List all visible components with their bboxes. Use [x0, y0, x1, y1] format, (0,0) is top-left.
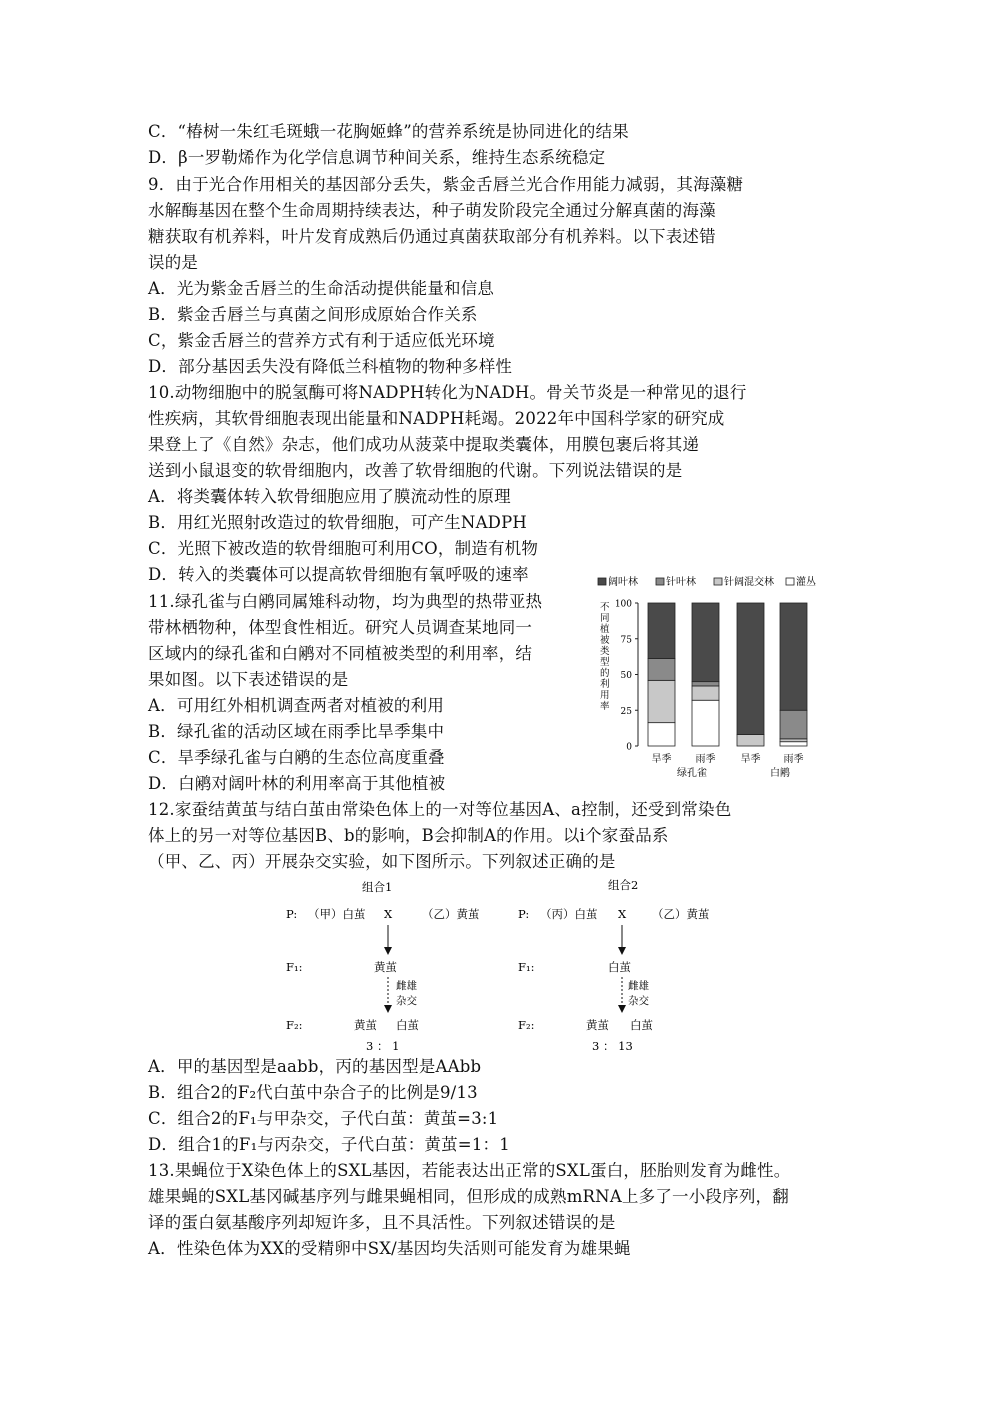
legend-label: 阔叶林 [608, 577, 638, 588]
bar-segment [692, 603, 719, 682]
bar-segment [780, 710, 807, 739]
question-9-stem: 糖获取有机养料，叶片发育成熟后仍通过真菌获取部分有机养料。以下表述错 [148, 227, 716, 246]
bar-segment [648, 603, 675, 658]
x-tick-label: 雨季 [695, 754, 716, 765]
option-b-q9: B．紫金舌唇兰与真菌之间形成原始合作关系 [148, 305, 478, 324]
group-label: 白鹇 [770, 768, 790, 779]
question-9-stem: 水解酶基因在整个生命周期持续表达，种子萌发阶段完全通过分解真菌的海藻 [148, 201, 716, 220]
chart-x-labels [652, 752, 804, 779]
question-10-stem: 性疾病，其软骨细胞表现出能量和NADPH耗竭。2022年中国科学家的研究成 [148, 409, 725, 428]
combo-2-cross-sign: X [618, 907, 627, 921]
x-tick-label: 旱季 [651, 754, 672, 765]
y-tick-label: 100 [614, 599, 632, 610]
bar-segment [737, 603, 764, 735]
bar-segment [737, 735, 764, 746]
question-9-stem: 9．由于光合作用相关的基因部分丢失，紫金舌唇兰光合作用能力减弱，其海藻糖 [148, 175, 744, 194]
combo-2-title: 组合2 [608, 878, 639, 892]
y-label-char: 用 [600, 690, 610, 701]
combo-2-parent-1: （丙）白茧 [540, 907, 598, 921]
combo-1-method-1: 雌雄 [396, 980, 417, 992]
option-d-q10: D．转入的类囊体可以提高软骨细胞有氧呼吸的速率 [148, 565, 529, 584]
combo-2-p-label: P: [518, 907, 530, 921]
option-a-q10: A．将类囊体转入软骨细胞应用了膜流动性的原理 [148, 487, 511, 506]
question-10-stem: 果登上了《自然》杂志，他们成功从菠菜中提取类囊体，用膜包裹后将其递 [148, 435, 700, 454]
question-9-stem: 误的是 [148, 253, 199, 272]
option-c-q10: C．光照下被改造的软骨细胞可利用CO，制造有机物 [148, 539, 539, 558]
combo-2 [518, 878, 710, 1053]
combo-1-f1-label: F₁: [286, 960, 303, 974]
bar-segment [780, 739, 807, 742]
option-d-q12: D．组合1的F₁与丙杂交，子代白茧：黄茧=1：1 [148, 1135, 510, 1154]
option-d-q11: D．白鹇对阔叶林的利用率高于其他植被 [148, 774, 446, 793]
combo-1-cross-sign: X [384, 907, 393, 921]
cross-diagram-svg [280, 875, 730, 1055]
option-c-q8: C．“椿树一朱红毛斑蛾一花胸姬蜂”的营养系统是协同进化的结果 [148, 122, 629, 141]
legend-label: 灌丛 [796, 577, 816, 588]
y-tick-label: 25 [620, 706, 632, 717]
question-11-stem: 果如图。以下表述错误的是 [148, 670, 349, 689]
legend-swatch [714, 578, 722, 585]
cross-diagram [280, 875, 730, 1055]
combo-2-method-2: 杂交 [628, 995, 649, 1007]
question-10-stem: 10.动物细胞中的脱氢酶可将NADPH转化为NADH。骨关节炎是一种常见的退行 [148, 383, 747, 402]
combo-1-arrowhead-2 [384, 1005, 392, 1013]
bar-segment [780, 742, 807, 746]
option-b-q11: B．绿孔雀的活动区域在雨季比旱季集中 [148, 722, 445, 741]
combo-2-f2-label: F₂: [518, 1018, 535, 1032]
option-c-q12: C．组合2的F₁与甲杂交，子代白茧：黄茧=3:1 [148, 1109, 499, 1128]
combo-2-ratio: 3 ： 13 [592, 1039, 633, 1053]
bar-segment [692, 700, 719, 746]
combo-1-parent-1: （甲）白茧 [308, 907, 366, 921]
y-label-char: 被 [600, 635, 610, 646]
legend-swatch [786, 578, 794, 585]
legend-label: 针叶林 [666, 577, 696, 588]
chart-bars [648, 603, 807, 746]
bar-segment [648, 680, 675, 722]
combo-2-f1: 白茧 [608, 960, 631, 974]
option-c-q11: C．旱季绿孔雀与白鹇的生态位高度重叠 [148, 748, 445, 767]
y-tick-label: 0 [626, 742, 632, 753]
legend-swatch [656, 578, 664, 585]
combo-2-f2b: 白茧 [630, 1018, 653, 1032]
legend-swatch [598, 578, 606, 585]
combo-2-arrowhead-1 [618, 947, 626, 955]
combo-1-f1: 黄茧 [374, 960, 397, 974]
question-13-stem: 雄果蝇的SXL基冈碱基序列与雌果蝇相同，但形成的成熟mRNA上多了一小段序列，翻 [148, 1187, 789, 1206]
y-label-char: 利 [600, 679, 610, 690]
y-label-char: 植 [600, 624, 610, 635]
combo-1-f2b: 白茧 [396, 1018, 419, 1032]
y-tick-label: 50 [620, 671, 632, 681]
chart-y-label [600, 602, 610, 712]
question-13-stem: 译的蛋白氨基酸序列却短许多，且不具活性。下列叙述错误的是 [148, 1213, 616, 1232]
y-label-char: 同 [600, 613, 610, 624]
y-label-char: 不 [600, 602, 610, 613]
combo-2-method-1: 雌雄 [628, 980, 649, 992]
y-label-char: 类 [600, 646, 610, 657]
y-label-char: 率 [600, 701, 610, 712]
bar-segment [648, 723, 675, 746]
y-label-char: 型 [600, 657, 610, 668]
combo-1-method-2: 杂交 [396, 995, 417, 1007]
combo-2-arrowhead-2 [618, 1005, 626, 1013]
combo-1-arrowhead-1 [384, 947, 392, 955]
combo-2-parent-2: （乙）黄茧 [652, 907, 710, 921]
question-12-stem: 体上的另一对等位基因B、b的影响，B会抑制A的作用。以i个家蚕品系 [148, 826, 669, 845]
group-label: 绿孔雀 [677, 768, 707, 779]
legend-label: 针阔混交林 [724, 577, 774, 588]
question-10-stem: 送到小鼠退变的软骨细胞内，改善了软骨细胞的代谢。下列说法错误的是 [148, 461, 683, 480]
combo-1-f2-label: F₂: [286, 1018, 303, 1032]
question-11-stem: 带林栖物种，体型食性相近。研究人员调查某地同一 [148, 618, 533, 637]
vegetation-use-chart [596, 570, 824, 782]
option-b-q12: B．组合2的F₂代白茧中杂合子的比例是9/13 [148, 1083, 478, 1102]
combo-2-f1-label: F₁: [518, 960, 535, 974]
chart-svg [596, 570, 824, 782]
question-12-stem: （甲、乙、丙）开展杂交实验，如下图所示。下列叙述正确的是 [148, 852, 616, 871]
question-12-stem: 12.家蚕结黄茧与结白茧由常染色体上的一对等位基因A、a控制，还受到常染色 [148, 800, 732, 819]
option-a-q12: A．甲的基因型是aabb，丙的基因型是AAbb [148, 1057, 482, 1076]
bar-segment [692, 686, 719, 700]
bar-segment [692, 682, 719, 686]
option-a-q13: A．性染色体为XX的受精卵中SX/基因均失活则可能发育为雄果蝇 [148, 1239, 631, 1258]
combo-1-title: 组合1 [362, 880, 393, 894]
bar-segment [648, 658, 675, 680]
x-tick-label: 雨季 [783, 754, 804, 765]
option-a-q11: A．可用红外相机调查两者对植被的利用 [148, 696, 445, 715]
question-13-stem: 13.果蝇位于X染色体上的SXL基因，若能表达出正常的SXL蛋白，胚胎则发育为雌性。 [148, 1161, 791, 1180]
combo-1-ratio: 3 ： 1 [366, 1039, 400, 1053]
y-label-char: 的 [600, 668, 610, 679]
bar-segment [780, 603, 807, 710]
option-d-q9: D．部分基因丢失没有降低兰科植物的物种多样性 [148, 357, 513, 376]
question-11-stem: 区域内的绿孔雀和白鹇对不同植被类型的利用率，结 [148, 644, 533, 663]
question-11-stem: 11.绿孔雀与白鹇同属雉科动物，均为典型的热带亚热 [148, 592, 543, 611]
chart-legend [598, 575, 816, 588]
combo-1 [286, 880, 480, 1053]
combo-1-parent-2: （乙）黄茧 [422, 907, 480, 921]
x-tick-label: 旱季 [740, 754, 761, 765]
y-tick-label: 75 [620, 635, 632, 646]
combo-2-f2a: 黄茧 [586, 1018, 609, 1032]
option-d-q8: D．β一罗勒烯作为化学信息调节种间关系，维持生态系统稳定 [148, 148, 606, 167]
option-c-q9: C，紫金舌唇兰的营养方式有利于适应低光环境 [148, 331, 495, 350]
combo-1-f2a: 黄茧 [354, 1018, 377, 1032]
option-b-q10: B．用红光照射改造过的软骨细胞，可产生NADPH [148, 513, 527, 532]
chart-y-axis [615, 600, 638, 753]
option-a-q9: A．光为紫金舌唇兰的生命活动提供能量和信息 [148, 279, 495, 298]
combo-1-p-label: P: [286, 907, 298, 921]
